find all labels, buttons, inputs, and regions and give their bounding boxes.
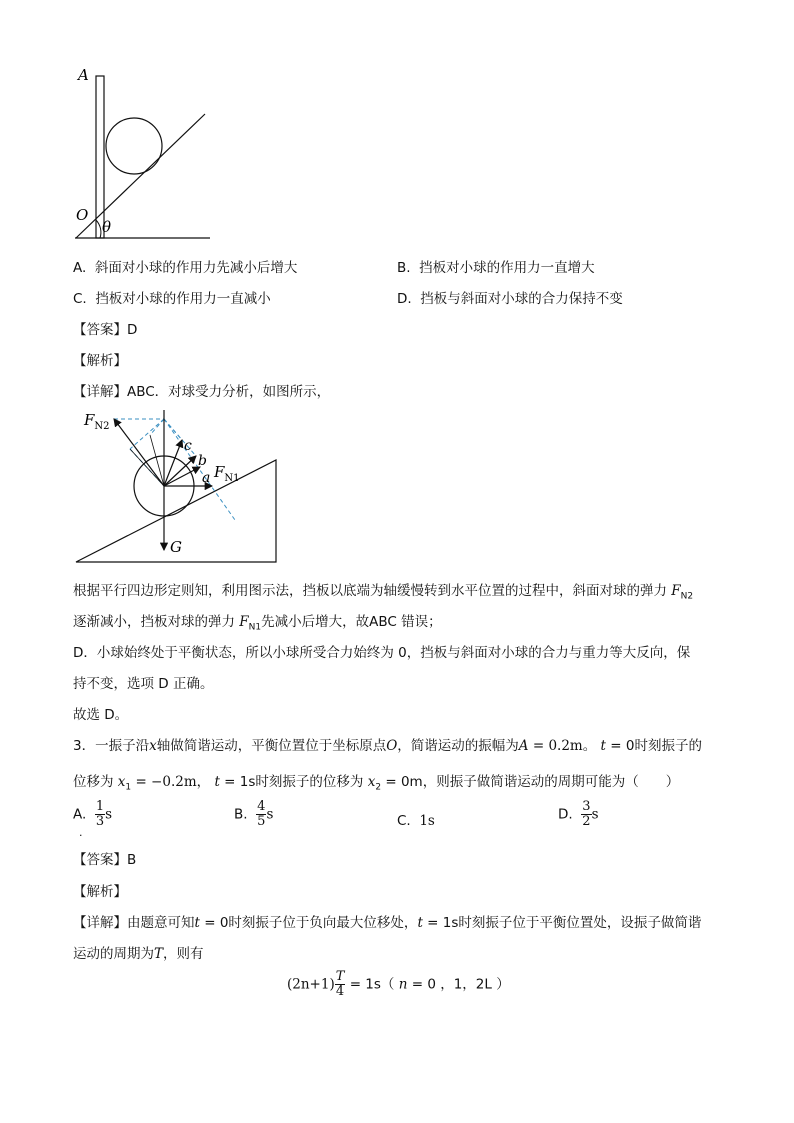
q3-equation: (2n+1) $\frac{T}{4}$ = 1s（ n = 0 ，1，2L ） bbox=[287, 969, 510, 999]
q3-option-B: B. $\frac{4}{5}$ s bbox=[234, 799, 274, 829]
q2-para2-line2: 持不变，选项 D 正确。 bbox=[73, 676, 214, 692]
label-c: c bbox=[184, 438, 192, 454]
q3-option-D: D. $\frac{3}{2}$ s bbox=[558, 799, 599, 829]
q2-para1-line2: 逐渐减小，挡板对球的弹力 $F_{N1}$先减小后增大，故ABC 错误； bbox=[73, 614, 442, 633]
q2-detail-intro: 【详解】ABC．对球受力分析，如图所示， bbox=[73, 384, 331, 400]
label-b: b bbox=[198, 453, 207, 469]
angle-arc bbox=[96, 220, 101, 238]
force-c bbox=[164, 440, 182, 486]
label-FN2: $F_{N2}$ bbox=[84, 411, 110, 432]
q3-option-dot: . bbox=[79, 826, 83, 839]
q2-answer: 【答案】D bbox=[73, 322, 138, 338]
label-G: G bbox=[170, 538, 182, 556]
ball bbox=[106, 118, 162, 174]
figure-board-incline bbox=[60, 60, 230, 245]
q3-detail-line2: 运动的周期为T，则有 bbox=[73, 946, 204, 962]
q3-detail-line1: 【详解】由题意可知t = 0时刻振子位于负向最大位移处，t = 1s时刻振子位于平衡位置处，设振子做简谐 bbox=[73, 915, 702, 931]
q3-line1: 3．一振子沿x轴做简谐运动，平衡位置位于坐标原点O，简谐运动的振幅为A = 0.2m。 t = 0时刻振子的 bbox=[73, 738, 702, 754]
label-O: O bbox=[76, 206, 89, 224]
option-B: B. 挡板对小球的作用力一直增大 bbox=[397, 260, 595, 276]
q2-para1-line1: 根据平行四边形定则知，利用图示法，挡板以底端为轴缓慢转到水平位置的过程中，斜面对球的弹力 $F_{N2}$ bbox=[73, 583, 694, 602]
q3-line2: 位移为 $x_1 = -0.2m$， t = 1s时刻振子的位移为 $x_2 = 0m$，则振子做简谐运动的周期可能为（ ） bbox=[73, 774, 680, 793]
option-A: A. 斜面对小球的作用力先减小后增大 bbox=[73, 260, 298, 276]
q3-answer: 【答案】B bbox=[73, 852, 137, 868]
q3-option-A: A. $\frac{1}{3}$ s bbox=[73, 799, 113, 829]
fn2-arrow bbox=[114, 419, 164, 486]
q2-analysis-tag: 【解析】 bbox=[73, 353, 127, 369]
option-D: D. 挡板与斜面对小球的合力保持不变 bbox=[397, 291, 623, 307]
figure-force-analysis bbox=[70, 405, 290, 570]
q2-conclusion: 故选 D。 bbox=[73, 707, 129, 723]
incline-line bbox=[76, 114, 205, 238]
label-A: A bbox=[78, 66, 89, 84]
option-C: C. 挡板对小球的作用力一直减小 bbox=[73, 291, 271, 307]
label-FN1: $F_{N1}$ bbox=[214, 463, 240, 484]
q3-option-C: C. 1s bbox=[397, 813, 435, 829]
board bbox=[96, 76, 104, 238]
q2-para2-line1: D．小球始终处于平衡状态，所以小球所受合力始终为 0，挡板与斜面对小球的合力与重力等大反向，保 bbox=[73, 645, 691, 661]
label-a: a bbox=[202, 470, 211, 486]
label-theta: θ bbox=[102, 218, 112, 236]
q3-analysis-tag: 【解析】 bbox=[73, 884, 127, 900]
